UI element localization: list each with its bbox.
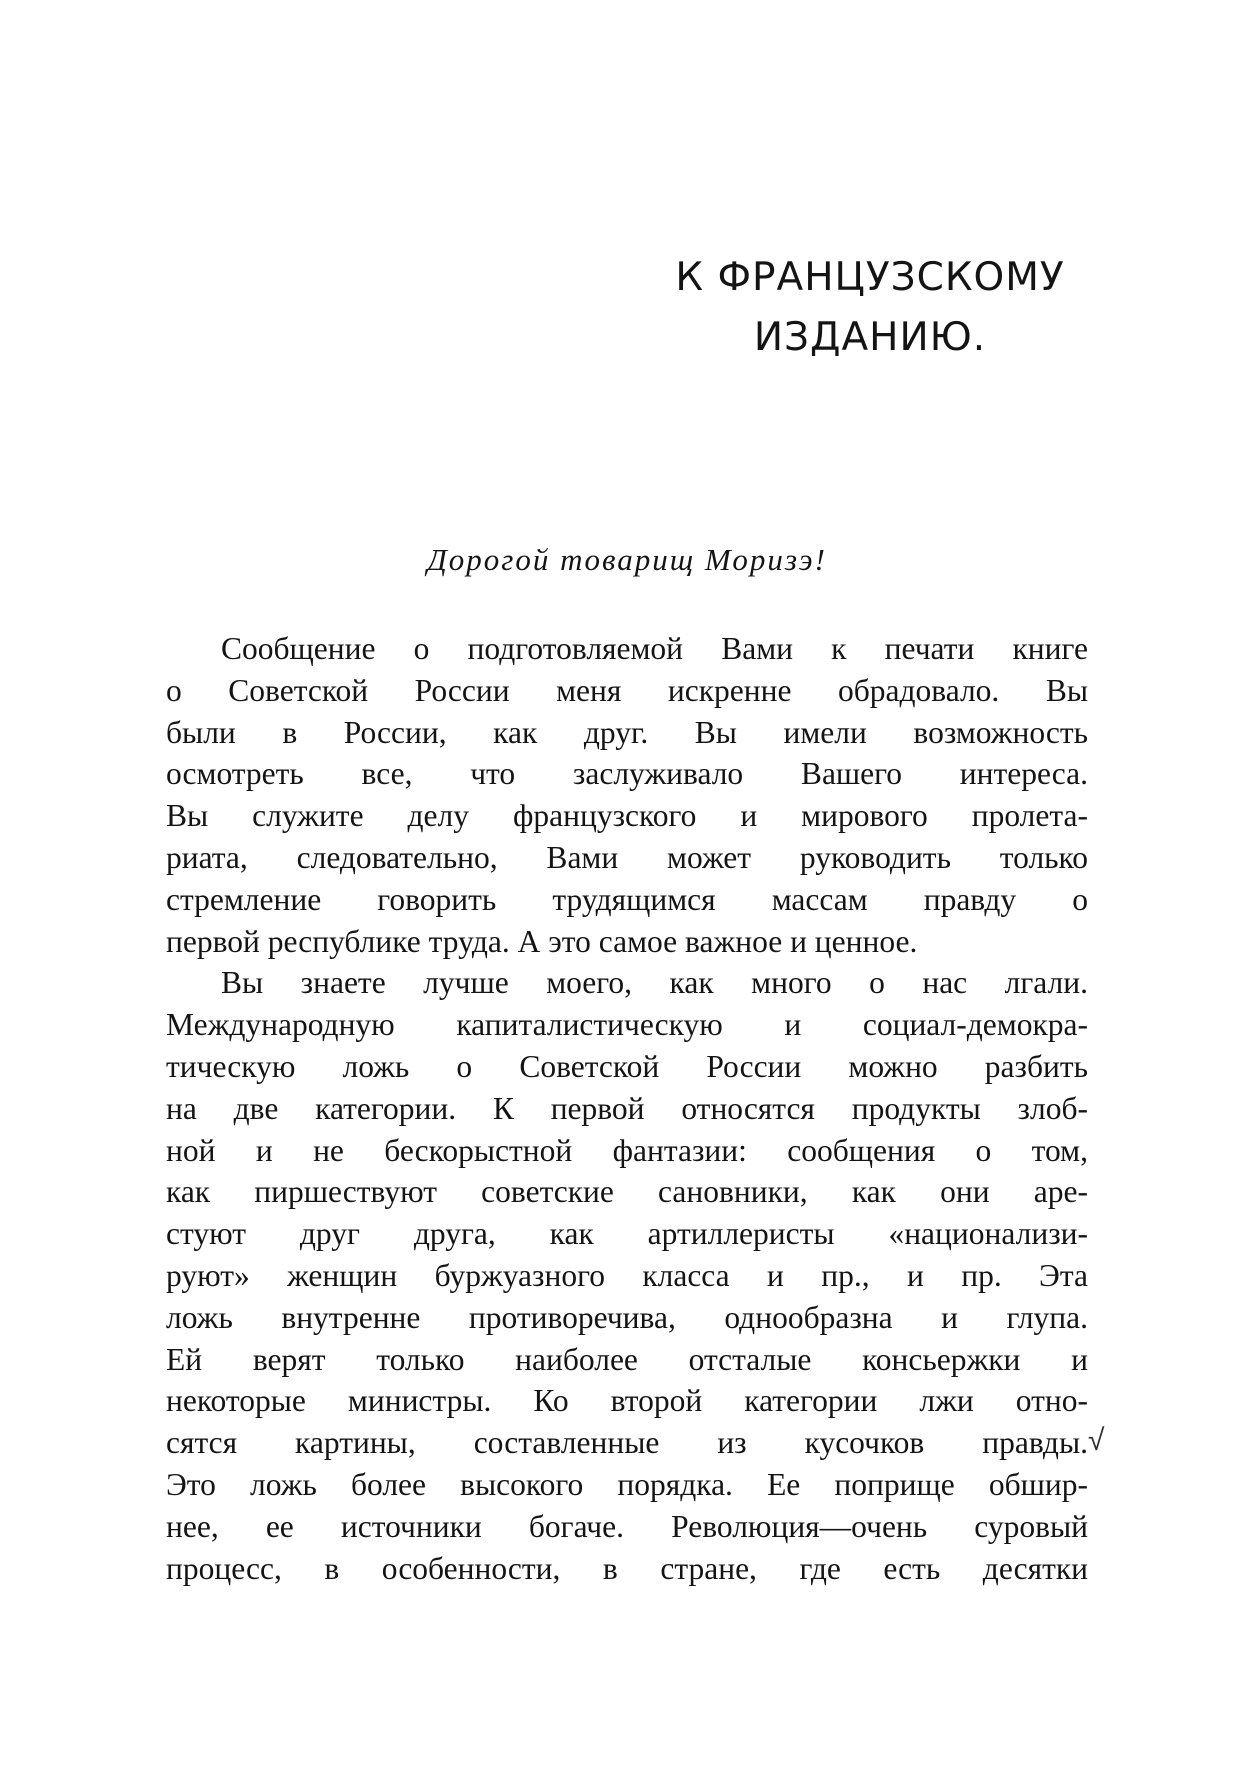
text-line: Это ложь более высокого порядка. Ее поприще обшир- — [166, 1466, 1088, 1502]
text-line: тическую ложь о Советской России можно разбить — [166, 1048, 1088, 1084]
letter-salutation: Дорогой товарищ Моризэ! — [427, 542, 827, 577]
text-line: ложь внутренне противоречива, однообразна и глупа. — [166, 1299, 1088, 1335]
chapter-heading-line-1: К ФРАНЦУЗСКОМУ — [675, 255, 1065, 300]
text-line: нее, ее источники богаче. Революция—очень суровый — [166, 1508, 1088, 1544]
text-line: первой республике труда. А это самое важное и ценное. — [166, 923, 918, 959]
text-line: Вы служите делу французского и мирового пролета- — [166, 798, 1088, 834]
text-line: риата, следовательно, Вами может руководить только — [166, 839, 1088, 875]
text-line: Сообщение о подготовляемой Вами к печати книге — [221, 631, 1088, 666]
text-line: ной и не бескорыстной фантазии: сообщения о том, — [166, 1132, 1088, 1168]
text-line: о Советской России меня искренне обрадовало. Вы — [166, 672, 1088, 708]
text-line: стремление говорить трудящимся массам правду о — [166, 881, 1088, 917]
text-line: процесс, в особенности, в стране, где есть десятки — [166, 1550, 1088, 1586]
text-line: руют» женщин буржуазного класса и пр., и пр. Эта — [166, 1257, 1088, 1293]
chapter-heading — [640, 248, 1100, 368]
text-line: Ей верят только наиболее отсталые консьержки и — [166, 1341, 1088, 1377]
letter-body — [166, 628, 1088, 1589]
chapter-heading-line-2: ИЗДАНИЮ. — [753, 315, 987, 360]
text-line: осмотреть все, что заслуживало Вашего интереса. — [166, 756, 1088, 792]
text-line: как пиршествуют советские сановники, как они аре- — [166, 1174, 1088, 1210]
text-line: некоторые министры. Ко второй категории лжи отно- — [166, 1383, 1088, 1419]
text-line: сятся картины, составленные из кусочков правды. — [166, 1425, 1088, 1461]
text-line: стуют друг друга, как артиллеристы «национализи- — [166, 1216, 1088, 1252]
text-line: Международную капиталистическую и социал-демокра- — [166, 1007, 1088, 1043]
text-line: были в России, как друг. Вы имели возможность — [166, 714, 1088, 750]
margin-check-mark: √ — [1088, 1424, 1105, 1457]
text-line: на две категории. К первой относятся продукты злоб- — [166, 1090, 1088, 1126]
text-line: Вы знаете лучше моего, как много о нас лгали. — [221, 965, 1088, 1001]
